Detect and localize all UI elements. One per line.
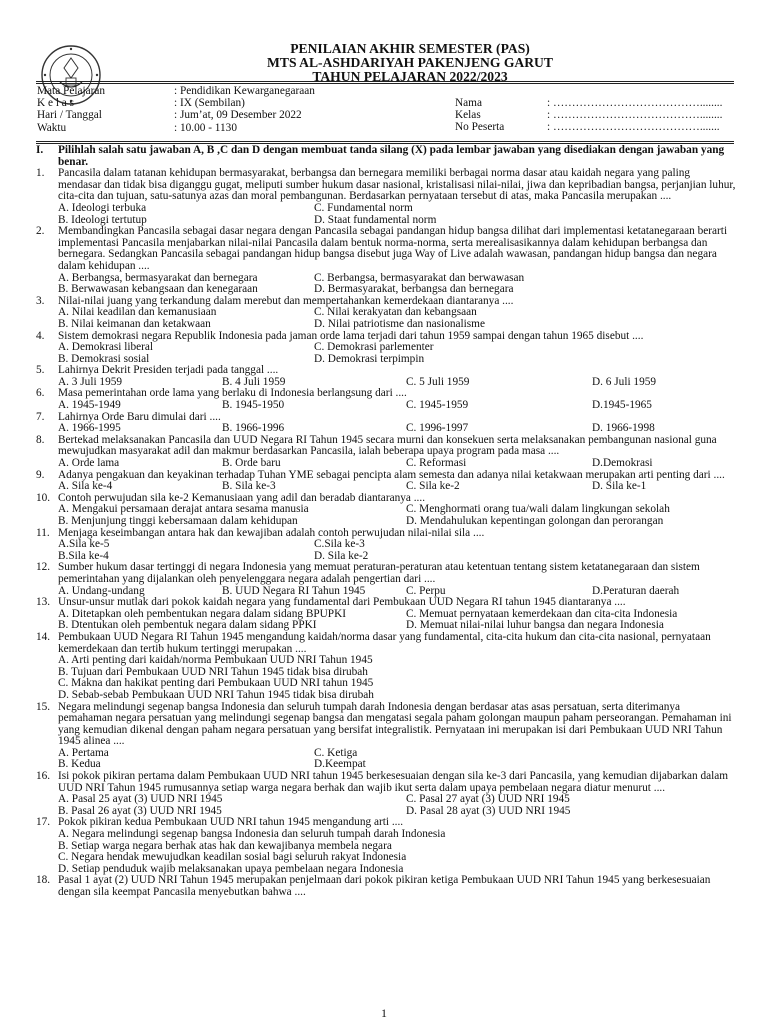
answer-option-a[interactable]: A. 3 Juli 1959 <box>58 375 123 388</box>
question-item <box>36 435 736 458</box>
date-label: Hari / Tanggal <box>37 109 102 122</box>
section-title: Pilihlah salah satu jawaban A, B ,C dan D dengan membuat tanda silang (X) pada lembar jawaban yang disediakan dengan jawaban yang benar. <box>58 144 725 168</box>
answer-option-b[interactable]: B. Menjunjung tinggi kebersamaan dalam kehidupan <box>58 515 298 527</box>
question-item <box>36 632 736 655</box>
participant-number-label: No Peserta <box>455 121 505 134</box>
answer-option-c[interactable]: C. Memuat pernyataan kemerdekaan dan cita-cita Indonesia <box>406 607 678 620</box>
answer-option-a[interactable]: A. Demokrasi liberal <box>58 341 154 354</box>
question-number: 1. <box>36 167 45 180</box>
answer-option-a[interactable]: A. Orde lama <box>58 457 120 470</box>
answer-option-d[interactable]: D.Demokrasi <box>592 457 653 470</box>
answer-option-b[interactable]: B. Setiap warga negara berhak atas hak dan kewajibanya membela negara <box>58 839 392 852</box>
question-text: Adanya pengakuan dan keyakinan terhadap Tuhan YME sebagai pencipta alam semesta dan adanya nilai ketakwaan merupakan arti penting dari .... <box>58 468 725 481</box>
answer-option-b[interactable]: B. Tujuan dari Pembukaan UUD NRI Tahun 1945 tidak bisa dirubah <box>58 665 368 678</box>
answer-option-d[interactable]: D. 6 Juli 1959 <box>592 375 657 388</box>
student-class-blank: : …………………………………........ <box>547 109 723 122</box>
answer-option-a[interactable]: A. Pasal 25 ayat (3) UUD NRI 1945 <box>58 793 223 806</box>
question-number: 17. <box>36 816 51 829</box>
answer-option-c[interactable]: C. 1996-1997 <box>406 422 469 435</box>
question-text: Nilai-nilai juang yang terkandung dalam merebut dan mempertahankan kemerdekaan diantaranya .... <box>58 294 514 307</box>
question-number: 15. <box>36 700 51 713</box>
time-label: Waktu <box>37 121 67 134</box>
answer-options-row <box>36 539 736 551</box>
question-text: Isi pokok pikiran pertama dalam Pembukaan UUD NRI tahun 1945 berkesesuaian dengan sila ke-3 dari Pancasila, yang kemudian dijabarkan dalam UUD NRI Tahun 1945 rumusannya setiap warga negara berhak dan wajib ikut serta dalam upaya pembelaan negara diatur menurut .... <box>58 770 729 794</box>
answer-option-a[interactable]: A. Mengakui persamaan derajat antara sesama manusia <box>58 503 309 516</box>
answer-option-a[interactable]: A. Nilai keadilan dan kemanusiaan <box>58 306 217 319</box>
question-number: 6. <box>36 387 45 400</box>
answer-option-c[interactable]: C. Makna dan hakikat penting dari Pembukaan UUD NRI tahun 1945 <box>58 677 374 690</box>
answer-option-d[interactable]: D. Sila ke-2 <box>314 549 369 562</box>
question-number: 9. <box>36 468 45 481</box>
answer-option-c[interactable]: C. 1945-1959 <box>406 399 469 412</box>
question-text: Menjaga keseimbangan antara hak dan kewajiban adalah contoh perwujudan nilai-nilai sila .... <box>58 526 485 539</box>
header-divider-second <box>36 83 734 84</box>
answer-option-d[interactable]: D. Sila ke-1 <box>592 480 647 493</box>
subject-value: : Pendidikan Kewarganegaraan <box>174 85 315 97</box>
subject-label: Mata Pelajaran <box>37 85 106 97</box>
answer-option-d[interactable]: D. Memuat nilai-nilai luhur bangsa dan negara Indonesia <box>406 619 664 632</box>
header-year: TAHUN PELAJARAN 2022/2023 <box>312 69 508 84</box>
name-label: Nama <box>455 97 482 109</box>
answer-option-c[interactable]: C. Negara hendak mewujudkan keadilan sosial bagi seluruh rakyat Indonesia <box>58 851 407 864</box>
time-value: : 10.00 - 1130 <box>174 121 237 134</box>
answer-option-d[interactable]: D. Bermasyarakat, berbangsa dan bernegara <box>314 283 514 296</box>
answer-option-d[interactable]: D. Sebab-sebab Pembukaan UUD NRI Tahun 1945 tidak bisa dirubah <box>58 688 374 701</box>
class-label: K e l a s <box>37 97 75 110</box>
answer-option-a[interactable]: A.Sila ke-5 <box>58 538 110 551</box>
answer-option-c[interactable]: C. Reformasi <box>406 457 467 470</box>
question-item <box>36 597 736 609</box>
question-item <box>36 875 736 898</box>
exam-header <box>110 42 710 84</box>
participant-number-blank: : …………………………………....... <box>547 121 720 134</box>
name-blank: : …………………………………........ <box>547 97 723 109</box>
answer-option-d[interactable]: D. Staat fundamental norm <box>314 213 437 226</box>
answer-option-a[interactable]: A. Arti penting dari kaidah/norma Pembukaan UUD NRI Tahun 1945 <box>58 654 373 667</box>
question-text: Sumber hukum dasar tertinggi di negara Indonesia yang memuat peraturan-peraturan atau ketentuan tentang sistem ketatanegaraan dan sistem pemerintahan yang dijalankan oleh penyelenggara negara adalah pengertian dari .... <box>58 561 700 585</box>
class-value: : IX (Sembilan) <box>174 97 245 110</box>
answer-option-c[interactable]: C. Fundamental norm <box>314 201 413 214</box>
answer-option-c[interactable]: C. Nilai kerakyatan dan kebangsaan <box>314 306 477 319</box>
answer-option-a[interactable]: A. 1966-1995 <box>58 422 121 435</box>
question-text: Lahirnya Dekrit Presiden terjadi pada tanggal .... <box>58 364 279 377</box>
question-number: 3. <box>36 294 45 307</box>
section-number: I. <box>36 144 44 156</box>
answer-option-c[interactable]: C. Perpu <box>406 584 446 597</box>
student-class-label: Kelas <box>455 109 481 122</box>
answer-option-b[interactable]: B. Berwawasan kebangsaan dan kenegaraan <box>58 283 258 296</box>
question-number: 13. <box>36 596 51 609</box>
question-text: Sistem demokrasi negara Republik Indonesia pada jaman orde lama terjadi dari tahun 1959 sampai dengan tahun 1965 disebut .... <box>58 329 644 342</box>
answer-option-b[interactable]: B. 4 Juli 1959 <box>222 375 286 388</box>
answer-option-b[interactable]: B. Nilai keimanan dan ketakwaan <box>58 317 211 330</box>
question-number: 18. <box>36 874 51 887</box>
question-number: 2. <box>36 225 45 238</box>
question-number: 14. <box>36 630 51 643</box>
question-text: Pancasila dalam tatanan kehidupan bermasyarakat, berbangsa dan bernegara memiliki berbagai norma dasar atau kaidah negara yang paling mendasar dan tidak bisa diganggu gugat, meliputi sumber hukum dasar nasional, kristalisasi nilai-nilai, jiwa dan kepribadian bangsa, perjanjian luhur, cita-cita dan tujuan, satu-satunya azas dan moral pembangunan. Berdasarkan pernyataan tersebut di atas, maka Pancasila merupakan .... <box>58 167 736 203</box>
answer-option-d[interactable]: D.Peraturan daerah <box>592 584 680 597</box>
answer-option-b[interactable]: B. Sila ke-3 <box>222 480 276 493</box>
page-number: 1 <box>381 1006 387 1020</box>
question-text: Bertekad melaksanakan Pancasila dan UUD Negara RI Tahun 1945 secara murni dan konsekuen serta melaksanakan pembangunan nasional guna mewujudkan masyarakat adil dan makmur berdasarkan Pancasila, ialah beberapa upaya program pada masa .... <box>58 433 717 458</box>
question-item <box>36 562 736 585</box>
question-number: 5. <box>36 364 45 377</box>
question-text: Pembukaan UUD Negara RI Tahun 1945 mengandung kaidah/norma dasar yang fundamental, cita-cita hukum dan cita-cita nasional, pernyataan kemerdekaan dan tertib hukum tertinggi merupakan .... <box>58 630 711 655</box>
question-item <box>36 168 736 203</box>
question-text: Unsur-unsur mutlak dari pokok kaidah negara yang fundamental dari Pembukaan UUD Negara RI tahun 1945 diantaranya .... <box>58 596 626 609</box>
answer-option-a[interactable]: A. Ditetapkan oleh pembentukan negara dalam sidang BPUPKI <box>58 607 346 620</box>
answer-option-b[interactable]: B. Pasal 26 ayat (3) UUD NRI 1945 <box>58 804 222 817</box>
answer-option-c[interactable]: C. Berbangsa, bermasyarakat dan berwawasan <box>314 271 525 284</box>
answer-option-a[interactable]: A. Undang-undang <box>58 584 145 597</box>
answer-option-c[interactable]: C. Sila ke-2 <box>406 480 460 493</box>
answer-option-c[interactable]: C. 5 Juli 1959 <box>406 375 470 388</box>
answer-option-b[interactable]: B. Ideologi tertutup <box>58 213 147 226</box>
answer-option-a[interactable]: A. Ideologi terbuka <box>58 201 147 214</box>
answer-option-b[interactable]: B. Demokrasi sosial <box>58 352 150 365</box>
question-text: Contoh perwujudan sila ke-2 Kemanusiaan yang adil dan beradab diantaranya .... <box>58 491 426 504</box>
answer-option-b[interactable]: B. 1966-1996 <box>222 422 285 435</box>
header-divider <box>36 81 734 82</box>
question-item <box>36 771 736 794</box>
identity-divider <box>36 141 734 142</box>
question-number: 10. <box>36 491 51 504</box>
student-info-block <box>455 97 755 134</box>
header-school: MTS AL-ASHDARIYAH PAKENJENG GARUT <box>267 55 553 70</box>
answer-option-b[interactable]: B. 1945-1950 <box>222 399 285 412</box>
answer-option-b[interactable]: B. Dtentukan oleh pembentuk negara dalam sidang PPKI <box>58 619 317 632</box>
question-number: 8. <box>36 433 45 446</box>
answer-option-a[interactable]: A. 1945-1949 <box>58 399 121 412</box>
date-value: : Jum’at, 09 Desember 2022 <box>174 109 302 122</box>
answer-option-d[interactable]: D. Setiap penduduk wajib melaksanakan upaya pembelaan negara Indonesia <box>58 862 404 875</box>
answer-option-d[interactable]: D. Mendahulukan kepentingan golongan dan perorangan <box>406 515 664 527</box>
answer-option-d[interactable]: D.Keempat <box>314 758 366 771</box>
answer-option-d[interactable]: D. Nilai patriotisme dan nasionalisme <box>314 317 485 330</box>
question-text: Pasal 1 ayat (2) UUD NRI Tahun 1945 merupakan penjelmaan dari pokok pikiran ketiga Pembukaan UUD NRI Tahun 1945 yang berkesesuaian dengan sila keempat Pancasila menyebutkan bahwa .... <box>58 874 711 898</box>
answer-options-row <box>36 748 736 760</box>
question-text: Pokok pikiran kedua Pembukaan UUD NRI tahun 1945 mengandung arti .... <box>58 816 404 829</box>
question-text: Negara melindungi segenap bangsa Indonesia dan seluruh tumpah darah Indonesia dengan berdasar atas asas persatuan, serta diterimanya pemahaman negara persatuan yang melindungi segenap bangsa dan mengatasi segala paham golongan maupun paham perseorangan. Pemahaman ini yang kemudian dikenal dengan paham negara persatuan yang bersifat integralistik. Pernyataan ini merupakan isi dari Pembukaan UUD NRI Tahun 1945 alinea .... <box>58 700 732 748</box>
question-item <box>36 226 736 272</box>
answer-option-b[interactable]: B. UUD Negara RI Tahun 1945 <box>222 584 366 597</box>
answer-option-c[interactable]: C.Sila ke-3 <box>314 538 365 551</box>
answer-option-d[interactable]: D.1945-1965 <box>592 399 652 412</box>
question-number: 11. <box>36 526 50 539</box>
question-number: 12. <box>36 561 51 574</box>
answer-option-a[interactable]: A. Sila ke-4 <box>58 480 113 493</box>
question-number: 7. <box>36 410 45 423</box>
question-list <box>36 145 736 899</box>
question-text: Lahirnya Orde Baru dimulai dari .... <box>58 410 221 423</box>
answer-option-a[interactable]: A. Berbangsa, bermasyarakat dan bernegara <box>58 271 258 284</box>
question-number: 4. <box>36 329 45 342</box>
answer-option-c[interactable]: C. Pasal 27 ayat (3) UUD NRI 1945 <box>406 793 570 806</box>
answer-option-b[interactable]: B.Sila ke-4 <box>58 549 109 562</box>
header-title: PENILAIAN AKHIR SEMESTER (PAS) <box>290 41 530 56</box>
answer-option-a[interactable]: A. Negara melindungi segenap bangsa Indonesia dan seluruh tumpah darah Indonesia <box>58 828 446 841</box>
question-number: 16. <box>36 770 51 783</box>
answer-option-c[interactable]: C. Demokrasi parlementer <box>314 341 434 354</box>
answer-option-c[interactable]: C. Menghormati orang tua/wali dalam lingkungan sekolah <box>406 503 670 516</box>
answer-option-d[interactable]: D. Pasal 28 ayat (3) UUD NRI 1945 <box>406 804 571 817</box>
question-item <box>36 702 736 748</box>
answer-options-row <box>36 342 736 354</box>
question-text: Membandingkan Pancasila sebagai dasar negara dengan Pancasila sebagai pandangan hidup bangsa dilihat dari implementasi ketatanegaraan berarti implementasi Pancasila menjabarkan nilai-nilai Pancasila dalam bentuk norma-norma, serta merealisasikannya dalam kehidupan berbangsa dan bernegara. Sedangkan Pancasila sebagai pandangan hidup bangsa disebut juga Way of Live adalah wawasan, pandangan hidup bangsa dan negara dalam kehidupan .... <box>58 225 728 272</box>
answer-option-d[interactable]: D. 1966-1998 <box>592 422 655 435</box>
question-text: Masa pemerintahan orde lama yang berlaku di Indonesia berlangsung dari .... <box>58 387 407 400</box>
answer-option-c[interactable]: C. Ketiga <box>314 746 358 759</box>
question-item <box>36 528 736 540</box>
answer-option-b[interactable]: B. Kedua <box>58 758 101 771</box>
answer-options-row <box>36 203 736 215</box>
section-instruction <box>36 145 736 168</box>
answer-option-b[interactable]: B. Orde baru <box>222 457 281 470</box>
answer-option-a[interactable]: A. Pertama <box>58 746 109 759</box>
answer-option-d[interactable]: D. Demokrasi terpimpin <box>314 352 425 365</box>
